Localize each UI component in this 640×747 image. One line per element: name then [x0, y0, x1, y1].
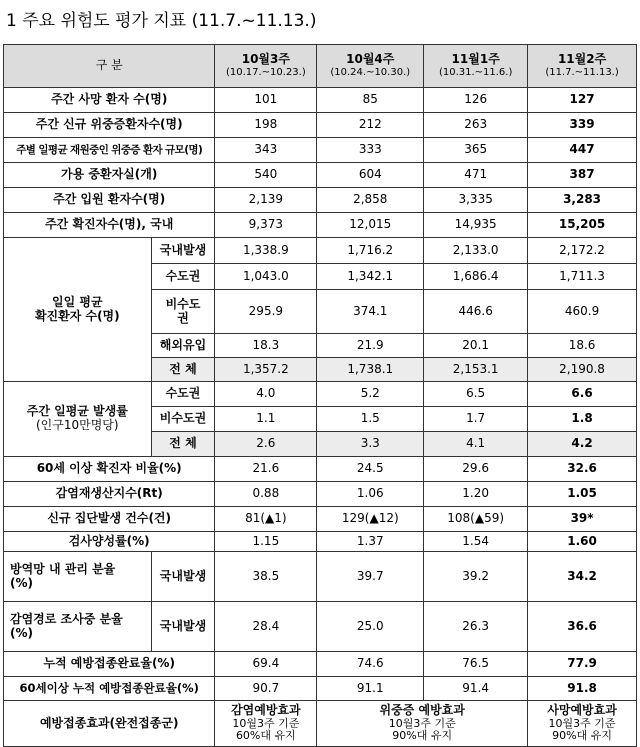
table-cell: 6.6 [528, 382, 637, 407]
row-group-rate: 주간 일평균 발생률 (인구10만명당) [4, 382, 152, 457]
row-label-severe-new: 주간 신규 위중증환자수(명) [4, 113, 215, 138]
row-label-managed: 방역망 내 관리 분율 (%) [4, 552, 152, 602]
table-cell: 1,738.1 [317, 358, 424, 382]
row-label-rate-total: 전 체 [151, 432, 215, 457]
row-sub-investigating: 국내발생 [151, 602, 215, 652]
table-cell: 3,335 [424, 188, 528, 213]
table-row [4, 507, 637, 532]
table-cell: 9,373 [215, 213, 317, 238]
row-label-investigating: 감염경로 조사중 분율 (%) [4, 602, 152, 652]
table-cell: 4.0 [215, 382, 317, 407]
table-cell: 540 [215, 163, 317, 188]
table-cell: 4.1 [424, 432, 528, 457]
table-cell: 2,139 [215, 188, 317, 213]
table-cell: 295.9 [215, 290, 317, 334]
table-cell: 2.6 [215, 432, 317, 457]
table-cell: 34.2 [528, 552, 637, 602]
row-label-beds: 가용 중환자실(개) [4, 163, 215, 188]
table-cell: 1.20 [424, 482, 528, 507]
header-week-3: 11월1주 (10.31.~11.6.) [424, 45, 528, 88]
table-cell: 20.1 [424, 334, 528, 358]
table-cell: 32.6 [528, 457, 637, 482]
effect-cell-infection: 감염예방효과 10월3주 기준 60%대 유지 [215, 701, 317, 747]
row-sub-managed: 국내발생 [151, 552, 215, 602]
header-row [4, 45, 637, 88]
table-cell: 604 [317, 163, 424, 188]
table-cell: 76.5 [424, 652, 528, 677]
table-cell: 18.6 [528, 334, 637, 358]
table-cell: 108(▲59) [424, 507, 528, 532]
table-cell: 90.7 [215, 677, 317, 701]
table-cell: 1,711.3 [528, 264, 637, 290]
table-cell: 1.60 [528, 532, 637, 552]
table-row [4, 552, 637, 602]
table-cell: 21.6 [215, 457, 317, 482]
effect-cell-death: 사망예방효과 10월3주 기준 90%대 유지 [528, 701, 637, 747]
table-row [4, 113, 637, 138]
row-label-vacc60-rate: 60세이상 누적 예방접종완료율(%) [4, 677, 215, 701]
table-cell: 1,338.9 [215, 238, 317, 264]
table-row [4, 213, 637, 238]
table-cell: 4.2 [528, 432, 637, 457]
table-cell: 1.7 [424, 407, 528, 432]
row-label-rt: 감염재생산지수(Rt) [4, 482, 215, 507]
risk-indicator-table [3, 44, 637, 747]
table-row [4, 457, 637, 482]
table-cell: 77.9 [528, 652, 637, 677]
table-cell: 14,935 [424, 213, 528, 238]
row-label-rate-capital: 수도권 [151, 382, 215, 407]
table-cell: 1.05 [528, 482, 637, 507]
row-label-over60: 60세 이상 확진자 비율(%) [4, 457, 215, 482]
table-cell: 1,342.1 [317, 264, 424, 290]
effect-cell-severe: 위중증 예방효과 10월3주 기준 90%대 유지 [317, 701, 528, 747]
table-cell: 2,133.0 [424, 238, 528, 264]
table-cell: 85 [317, 88, 424, 113]
table-cell: 1.8 [528, 407, 637, 432]
header-week-2: 10월4주 (10.24.~10.30.) [317, 45, 424, 88]
table-cell: 0.88 [215, 482, 317, 507]
table-cell: 263 [424, 113, 528, 138]
table-cell: 15,205 [528, 213, 637, 238]
table-cell: 387 [528, 163, 637, 188]
table-cell: 21.9 [317, 334, 424, 358]
table-cell: 18.3 [215, 334, 317, 358]
row-label-positivity: 검사양성률(%) [4, 532, 215, 552]
table-cell: 365 [424, 138, 528, 163]
table-row [4, 532, 637, 552]
table-row [4, 163, 637, 188]
table-cell: 460.9 [528, 290, 637, 334]
table-cell: 126 [424, 88, 528, 113]
table-cell: 1.37 [317, 532, 424, 552]
table-cell: 1,043.0 [215, 264, 317, 290]
row-label-confirmed: 주간 확진자수(명), 국내 [4, 213, 215, 238]
table-row [4, 701, 637, 747]
row-label-admissions: 주간 입원 환자수(명) [4, 188, 215, 213]
table-cell: 1.54 [424, 532, 528, 552]
table-row [4, 88, 637, 113]
table-cell: 198 [215, 113, 317, 138]
table-cell: 127 [528, 88, 637, 113]
table-cell: 339 [528, 113, 637, 138]
row-label-daily-noncapital: 비수도 권 [151, 290, 215, 334]
table-cell: 333 [317, 138, 424, 163]
header-week-4: 11월2주 (11.7.~11.13.) [528, 45, 637, 88]
table-cell: 91.8 [528, 677, 637, 701]
table-cell: 212 [317, 113, 424, 138]
row-label-deaths: 주간 사망 환자 수(명) [4, 88, 215, 113]
table-row [4, 602, 637, 652]
table-cell: 26.3 [424, 602, 528, 652]
table-cell: 446.6 [424, 290, 528, 334]
table-cell: 1.1 [215, 407, 317, 432]
header-category: 구 분 [4, 45, 215, 88]
table-cell: 1,716.2 [317, 238, 424, 264]
table-cell: 1,357.2 [215, 358, 317, 382]
table-cell: 1,686.4 [424, 264, 528, 290]
row-label-effect: 예방접종효과(완전접종군) [4, 701, 215, 747]
table-row [4, 382, 637, 407]
table-cell: 374.1 [317, 290, 424, 334]
page-title: 1 주요 위험도 평가 지표 (11.7.~11.13.) [6, 11, 317, 31]
table-cell: 3.3 [317, 432, 424, 457]
table-cell: 91.4 [424, 677, 528, 701]
table-cell: 28.4 [215, 602, 317, 652]
row-label-clusters: 신규 집단발생 건수(건) [4, 507, 215, 532]
table-row [4, 652, 637, 677]
table-cell: 6.5 [424, 382, 528, 407]
table-cell: 2,190.8 [528, 358, 637, 382]
table-cell: 1.15 [215, 532, 317, 552]
row-label-daily-capital: 수도권 [151, 264, 215, 290]
table-row [4, 677, 637, 701]
table-row [4, 238, 637, 264]
table-cell: 471 [424, 163, 528, 188]
table-cell: 74.6 [317, 652, 424, 677]
table-cell: 101 [215, 88, 317, 113]
table-row [4, 482, 637, 507]
table-cell: 2,153.1 [424, 358, 528, 382]
table-cell: 81(▲1) [215, 507, 317, 532]
table-cell: 24.5 [317, 457, 424, 482]
table-row [4, 138, 637, 163]
table-cell: 129(▲12) [317, 507, 424, 532]
table-cell: 447 [528, 138, 637, 163]
table-cell: 39* [528, 507, 637, 532]
table-cell: 39.7 [317, 552, 424, 602]
table-cell: 39.2 [424, 552, 528, 602]
table-cell: 12,015 [317, 213, 424, 238]
table-cell: 1.5 [317, 407, 424, 432]
table-cell: 5.2 [317, 382, 424, 407]
row-label-vacc-rate: 누적 예방접종완료율(%) [4, 652, 215, 677]
table-cell: 38.5 [215, 552, 317, 602]
table-cell: 2,172.2 [528, 238, 637, 264]
row-label-severe-avg: 주별 일평균 재원중인 위중증 환자 규모(명) [4, 138, 215, 163]
table-cell: 29.6 [424, 457, 528, 482]
table-cell: 69.4 [215, 652, 317, 677]
table-cell: 2,858 [317, 188, 424, 213]
table-cell: 1.06 [317, 482, 424, 507]
row-label-daily-domestic: 국내발생 [151, 238, 215, 264]
table-row [4, 188, 637, 213]
table-cell: 25.0 [317, 602, 424, 652]
row-group-daily: 일일 평균 확진환자 수(명) [4, 238, 152, 382]
table-cell: 91.1 [317, 677, 424, 701]
table-cell: 343 [215, 138, 317, 163]
header-week-1: 10월3주 (10.17.~10.23.) [215, 45, 317, 88]
row-label-daily-total: 전 체 [151, 358, 215, 382]
row-label-rate-noncapital: 비수도권 [151, 407, 215, 432]
table-cell: 36.6 [528, 602, 637, 652]
row-label-daily-overseas: 해외유입 [151, 334, 215, 358]
table-cell: 3,283 [528, 188, 637, 213]
